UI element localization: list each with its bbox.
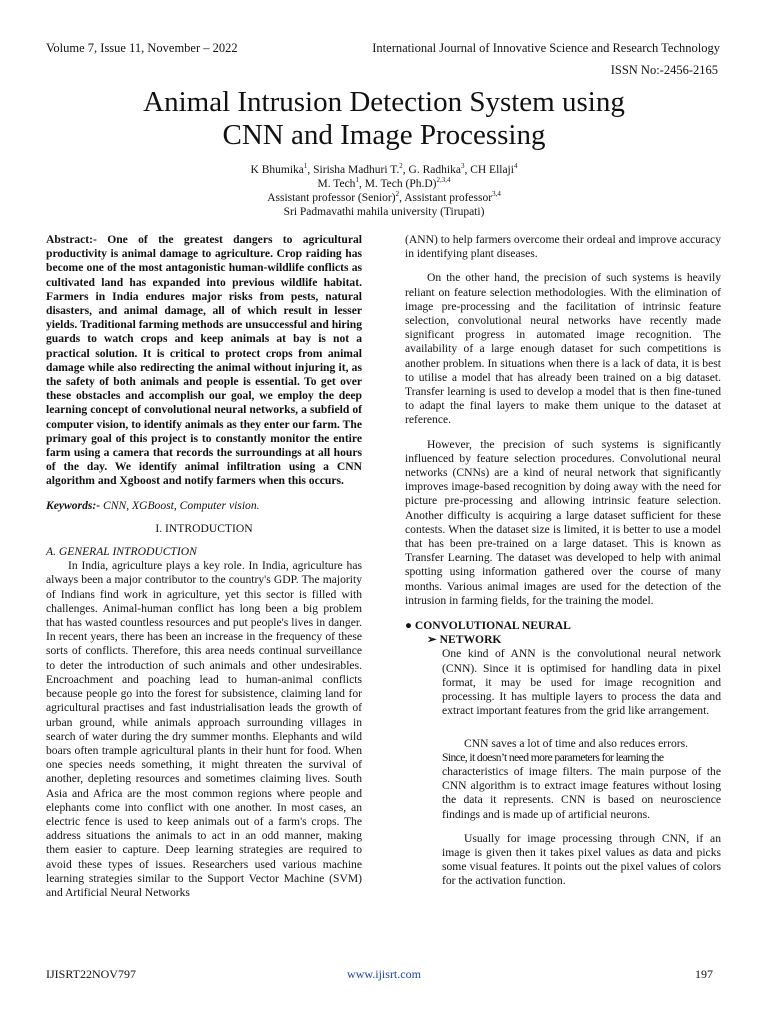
author-degree: M. Tech xyxy=(317,178,356,190)
author-name: K Bhumika xyxy=(250,164,304,176)
journal-website-link[interactable]: www.ijisrt.com xyxy=(347,967,421,981)
author-sup: 4 xyxy=(513,162,518,171)
left-column xyxy=(46,233,362,900)
bullet-heading: ● CONVOLUTIONAL NEURAL xyxy=(405,619,571,633)
paper-title xyxy=(0,86,768,152)
paper-id: IJISRT22NOV797 xyxy=(46,967,136,981)
keywords-text: CNN, XGBoost, Computer vision. xyxy=(103,498,260,512)
issn: ISSN No:-2456-2165 xyxy=(610,63,718,77)
paper-title-line-2: CNN and Image Processing xyxy=(222,119,546,151)
author-position: Assistant professor xyxy=(404,192,493,204)
author-sup: 2 xyxy=(395,190,400,199)
author-sup: 3 xyxy=(460,162,465,171)
author-degree: M. Tech (Ph.D) xyxy=(364,178,437,190)
cnn-section xyxy=(405,647,721,888)
author-sup: 2 xyxy=(399,162,403,171)
author-name: CH Ellaji xyxy=(470,164,514,176)
cnn-paragraph-line: CNN saves a lot of time and also reduces errors. xyxy=(464,736,689,750)
author-affiliation: Sri Padmavathi mahila university (Tirupati) xyxy=(283,206,485,218)
author-sup: 3,4 xyxy=(492,190,501,199)
author-name: G. Radhika xyxy=(408,164,461,176)
author-names: K Bhumika$^1$, Sirisha Madhuri T.$^2$, G. Radhika$^3$, CH Ellaji$^4$ xyxy=(250,162,518,176)
body-paragraph: On the other hand, the precision of such systems is heavily reliant on feature selection methodologies. With the elimination of image pre-processing and the facilitation of intrinsic feature selection, convolutional neural networks have recently made significant progress in automated image recognition. The availability of a large enough dataset for such competitions is another problem. In situations when there is a lack of data, it is best to utilise a model that has already been trained on a big dataset. Transfer learning is used to develop a model that is then fine-tuned to adapt the final layers to make them unique to the dataset at reference. xyxy=(405,271,721,427)
intro-paragraph-continued: (ANN) to help farmers overcome their ordeal and improve accuracy in identifying plant diseases. xyxy=(405,233,721,261)
cnn-paragraph-line: Since, it doesn’t need more parameters for learning the xyxy=(442,750,664,764)
intro-paragraph: In India, agriculture plays a key role. In India, agriculture has always been a major contributor to the country's GDP. The majority of Indians find work in agriculture, yet this sector is filled with challenges. Animal-human conflict has long been a big problem that has wasted countless resources and put people's lives in danger. In recent years, there has been an increase in the frequency of these sorts of conflicts. Therefore, this area needs continual surveillance to deter the introduction of such animals and other undesirables. Encroachment and poaching lead to human-animal conflicts because people go into the forest for subsistence, claiming land for agricultural practises and fast industrialisation leads the growth of urban ground, while animals approach surrounding villages in search of water during the dry summer months. Elephants and wild boars often trample agricultural plants in their hunt for food. When one species needs something, it might threaten the survival of another, depleting resources and sometimes claiming lives. South Asia and Africa are the most common regions where people and elephants come into conflict with one another. In most cases, an electric fence is used to keep animals out of a farm's crops. The address situations the animals to act in an odd manner, making them easier to capture. Deep learning strategies are required to avoid these types of issues. Researchers used various machine learning strategies similar to the Support Vector Machine (SVM) and Artificial Neural Networks xyxy=(46,559,362,899)
right-column xyxy=(405,233,721,889)
abstract-text: One of the greatest dangers to agricultural productivity is animal damage to agriculture. Crop raiding has become one of the most antagonistic human-wildlife conflicts as cultivated land has expanded into previous wildlife habitat. Farmers in India endures major risks from pests, natural disasters, and animal damage, all of which result in lesser yields. Traditional farming methods are unsuccessful and hiring guards to watch crops and keep animals at bay is not a practical solution. It is critical to protect crops from animal damage while also redirecting the animal without injuring it, as the safety of both animals and people is essential. To get over these obstacles and accomplish our goal, we employ the deep learning concept of convolutional neural networks, a subfield of computer vision, to identify animals as they enter our farm. The primary goal of this project is to constantly monitor the entire farm using a camera that records the surroundings at all hours of the day. We identify animal infiltration using a CNN algorithm and Xgboost and notify farmers when this occurs. xyxy=(46,233,362,488)
paper-title-line-1: Animal Intrusion Detection System using xyxy=(143,86,625,118)
section-heading: I. INTRODUCTION xyxy=(155,521,253,535)
author-block xyxy=(0,163,768,219)
author-sup: 1 xyxy=(355,176,359,185)
subsection-heading: A. GENERAL INTRODUCTION xyxy=(46,545,197,559)
abstract-label: Abstract:- xyxy=(46,233,97,246)
author-sup: 2,3,4 xyxy=(436,176,451,185)
keywords-label: Keywords:- xyxy=(46,498,101,512)
journal-name: International Journal of Innovative Science and Research Technology xyxy=(372,41,720,55)
cnn-paragraph: characteristics of image filters. The main purpose of the CNN algorithm is to extract image features without losing the data it represents. CNN is based on neuroscience findings and is made up of artificial neurons. xyxy=(442,764,721,821)
cnn-paragraph: One kind of ANN is the convolutional neural network (CNN). Since it is optimised for handling data in pixel format, it may be used for image recognition and processing. It has multiple layers to process the data and extract important features from the grid like arrangement. xyxy=(442,647,721,718)
keywords xyxy=(46,499,362,513)
author-degrees: M. Tech$^1$, M. Tech $(Ph.D)^{2,3,4}$ xyxy=(317,176,451,190)
sub-bullet-heading: ➢ NETWORK xyxy=(427,633,502,647)
abstract xyxy=(46,233,362,489)
journal-volume: Volume 7, Issue 11, November – 2022 xyxy=(46,41,238,55)
cnn-paragraph: Usually for image processing through CNN, if an image is given then it takes pixel values as data and picks some visual features. It points out the pixel values of colors for the activation function. xyxy=(442,831,721,888)
page-number: 197 xyxy=(695,967,713,981)
body-paragraph: However, the precision of such systems is significantly influenced by feature selection procedures. Convolutional neural networks (CNNs) are a kind of neural network that significantly improves image-based recognition by doing away with the need for picture pre-processing and allowing intrinsic feature selection. Another difficulty is acquiring a large dataset sufficient for these contests. When the dataset size is limited, it is better to use a model that has been pre-trained on a large dataset. This is known as Transfer Learning. The dataset was developed to help with animal spotting using information gathered over the course of many months. Various animal images are used for the detection of the intrusion in farming fields, for the training the model. xyxy=(405,437,721,607)
author-name: Sirisha Madhuri T. xyxy=(313,164,400,176)
author-sup: 1 xyxy=(303,162,308,171)
author-position: Assistant professor (Senior) xyxy=(267,192,396,204)
author-positions: Assistant professor (Senior)$^2$, Assistant professor$^{3,4}$ xyxy=(267,190,501,204)
